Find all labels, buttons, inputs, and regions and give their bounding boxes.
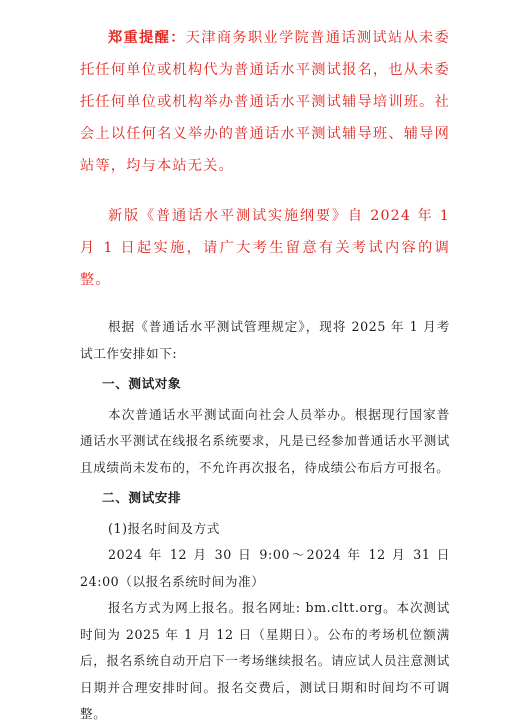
- section1-heading: 一、测试对象: [102, 376, 182, 391]
- section2-heading: 二、测试安排: [102, 490, 182, 505]
- spacer: [80, 182, 450, 200]
- notice-paragraph: [80, 22, 450, 182]
- registration-method: 报名方式为网上报名。报名网址: bm.cltt.org。本次测试时间为 2025 年 1 月 12 日（星期日）。公布的考场机位额满后，报名系统自动开启下一考场继续报名。请应试人员注意测试日期并合理安排时间。报名交费后，测试日期和时间均不可调整。: [80, 600, 450, 721]
- notice-text: 天津商务职业学院普通话测试站从未委托任何单位或机构代为普通话水平测试报名，也从未委托任何单位或机构举办普通话水平测试辅导培训班。社会上以任何名义举办的普通话水平测试辅导班、辅导网站等，均与本站无关。: [80, 30, 450, 174]
- section2-sub1: (1)报名时间及方式: [108, 520, 220, 536]
- notice-lead: 郑重提醒：: [108, 30, 186, 46]
- spacer: [80, 296, 450, 314]
- section1-text: 本次普通话水平测试面向社会人员举办。根据现行国家普通话水平测试在线报名系统要求，凡是已经参加普通话水平测试且成绩尚未发布的，不允许再次报名，待成绩公布后方可报名。: [80, 406, 450, 475]
- registration-time: 2024 年 12 月 30 日 9:00～2024 年 12 月 31 日 24:00（以报名系统时间为准）: [80, 547, 450, 589]
- new-outline-paragraph: 新版《普通话水平测试实施纲要》自 2024 年 1 月 1 日起实施，请广大考生留意有关考试内容的调整。: [80, 208, 450, 288]
- intro-paragraph: 根据《普通话水平测试管理规定》，现将 2025 年 1 月考试工作安排如下:: [80, 319, 450, 361]
